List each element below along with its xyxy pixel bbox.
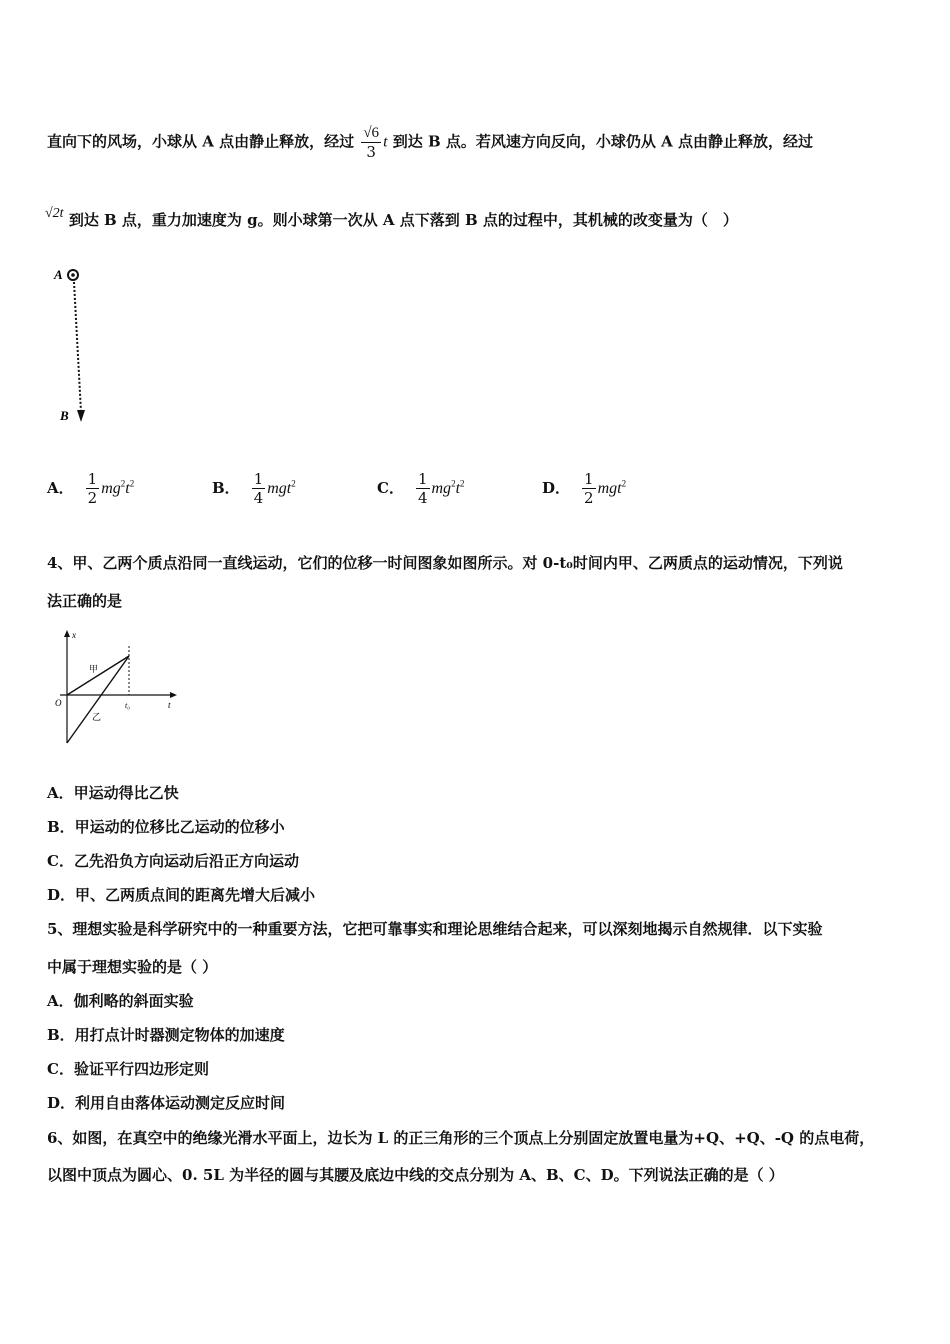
fraction-denominator: 3 (366, 143, 376, 161)
q3-text-b: 到达 B 点。若风速方向反向，小球仍从 A 点由静止释放，经过 (392, 132, 813, 151)
time-sqrt2: √2t (45, 206, 64, 221)
fraction-numerator: 1 (253, 470, 264, 488)
t-label: t (168, 700, 171, 710)
option-expression: $mg^2t^2$ (101, 478, 135, 497)
option-expression: mgt$^2$ (267, 478, 296, 497)
t0-label: t₀ (125, 701, 131, 710)
fraction-denominator: 4 (253, 489, 264, 507)
label-b: B (60, 408, 69, 423)
option-fraction (252, 470, 266, 507)
time-variable: t (383, 133, 388, 151)
option-expression: $mg^2t^2$ (431, 478, 465, 497)
fall-diagram (50, 262, 100, 432)
fraction-denominator: 2 (584, 489, 594, 507)
fraction-numerator: 1 (417, 470, 428, 488)
q3-text-a: 直向下的风场，小球从 A 点由静止释放，经过 (47, 132, 355, 151)
option-letter: D． (542, 478, 571, 497)
t-axis-arrow (170, 692, 177, 698)
q3-line-1 (47, 124, 813, 161)
q5-line-2: 中属于理想实验的是（ ） (47, 958, 218, 976)
q5-option-a[interactable]: A．伽利略的斜面实验 (47, 992, 194, 1010)
q5-option-d[interactable]: D．利用自由落体运动测定反应时间 (47, 1094, 286, 1112)
ball-center (71, 273, 75, 277)
q5-option-b[interactable]: B．用打点计时器测定物体的加速度 (47, 1026, 285, 1044)
q3-line-2 (45, 206, 738, 232)
q6-line-2: 以图中顶点为圆心、0. 5L 为半径的圆与其腰及底边中线的交点分别为 A、B、C、D。下列说法正确的是（ ） (47, 1166, 784, 1184)
q4-line-1: 4、甲、乙两个质点沿同一直线运动，它们的位移一时间图象如图所示。对 0-t₀时间内甲、乙两质点的运动情况，下列说 (47, 554, 843, 572)
line-jia (67, 656, 129, 695)
q4-option-c[interactable]: C．乙先沿负方向运动后沿正方向运动 (47, 852, 299, 870)
yi-label: 乙 (92, 713, 102, 723)
q4-option-b[interactable]: B．甲运动的位移比乙运动的位移小 (47, 818, 285, 836)
origin-label: O (55, 698, 62, 708)
jia-label: 甲 (89, 665, 99, 675)
option-letter: A． (47, 478, 74, 497)
fraction-numerator: √6 (363, 125, 380, 141)
fall-path (74, 282, 81, 412)
option-expression: mgt$^2$ (597, 478, 627, 497)
xt-graph (52, 628, 182, 748)
arrow-head (77, 410, 85, 422)
q3-option-a[interactable] (47, 470, 134, 507)
option-letter: B． (212, 478, 240, 497)
fraction-numerator: 1 (87, 470, 98, 488)
x-label: x (72, 630, 76, 640)
q3-option-c[interactable] (377, 470, 465, 507)
q3-option-b[interactable] (212, 470, 296, 507)
q4-option-a[interactable]: A．甲运动得比乙快 (47, 784, 179, 802)
q5-option-c[interactable]: C．验证平行四边形定则 (47, 1060, 209, 1078)
fraction-numerator: 1 (584, 470, 594, 488)
option-fraction (582, 470, 596, 507)
q4-line-2: 法正确的是 (47, 592, 123, 610)
q5-line-1: 5、理想实验是科学研究中的一种重要方法，它把可靠事实和理论思维结合起来，可以深刻地揭示自然规律．以下实验 (47, 920, 823, 938)
q3-option-d[interactable] (542, 470, 626, 507)
option-fraction (416, 470, 430, 507)
q4-option-d[interactable]: D．甲、乙两质点间的距离先增大后减小 (47, 886, 316, 904)
q6-line-1: 6、如图，在真空中的绝缘光滑水平面上，边长为 L 的正三角形的三个顶点上分别固定放置电量为+Q、+Q、-Q 的点电荷， (47, 1129, 875, 1147)
x-axis-arrow (64, 630, 70, 637)
q3-text-c: 到达 B 点，重力加速度为 g。则小球第一次从 A 点下落到 B 点的过程中，其机械的改变量为（ ） (68, 211, 738, 229)
time-fraction (361, 124, 381, 161)
fraction-denominator: 2 (87, 489, 98, 507)
option-fraction (86, 470, 100, 507)
option-letter: C． (377, 478, 404, 497)
fraction-denominator: 4 (417, 489, 428, 507)
label-a: A (54, 267, 63, 282)
